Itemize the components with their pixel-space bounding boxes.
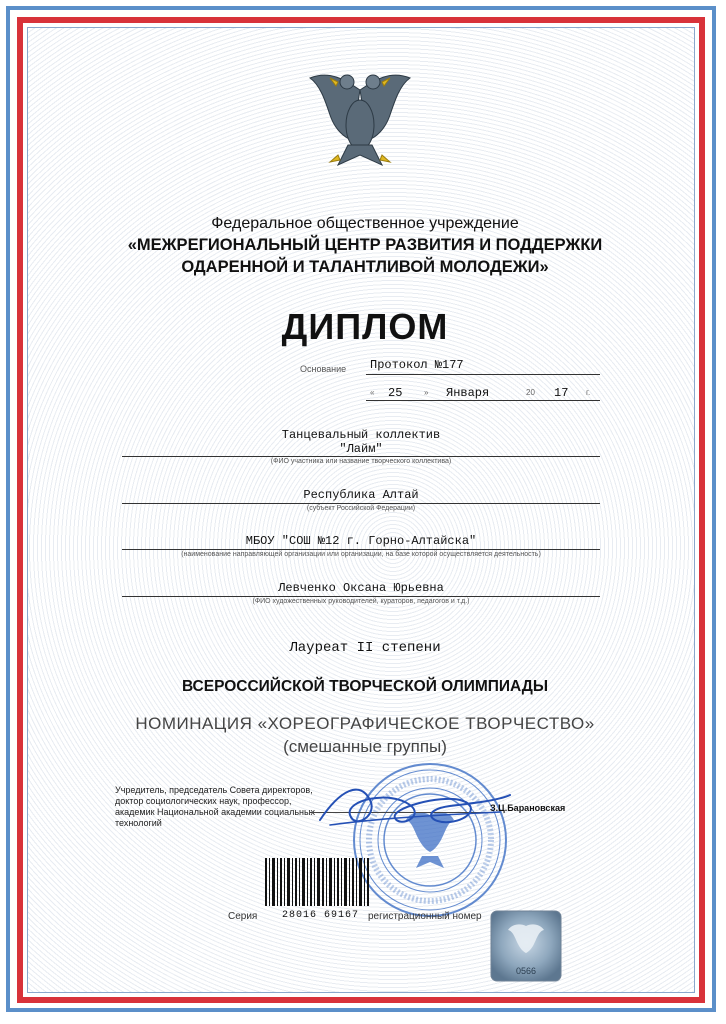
organization-caption: (наименование направляющей организации или организации, на базе которой осуществляется деятельность) xyxy=(181,551,541,558)
series-label: Серия xyxy=(228,911,258,922)
date-open-quote: « xyxy=(370,388,375,397)
participant-line2: "Лайм" xyxy=(339,442,383,456)
basis-label: Основание xyxy=(300,364,347,374)
participant-line1: Танцевальный коллектив xyxy=(281,428,441,442)
signer-name: З.Ц.Барановская xyxy=(490,803,566,813)
supervisor-underline xyxy=(122,596,600,597)
supervisor-value: Левченко Оксана Юрьевна xyxy=(278,581,444,595)
date-row xyxy=(366,382,600,401)
registration-label: регистрационный номер xyxy=(368,911,482,922)
organization-underline xyxy=(122,549,600,550)
basis-value: Протокол №177 xyxy=(366,358,600,375)
org-type: Федеральное общественное учреждение xyxy=(211,215,519,232)
date-month: Января xyxy=(446,386,490,400)
org-name-line1: «МЕЖРЕГИОНАЛЬНЫЙ ЦЕНТР РАЗВИТИЯ И ПОДДЕРЖКИ xyxy=(127,236,603,254)
nomination-line1: НОМИНАЦИЯ «ХОРЕОГРАФИЧЕСКОЕ ТВОРЧЕСТВО» xyxy=(135,714,595,733)
org-name-line2: ОДАРЕННОЙ И ТАЛАНТЛИВОЙ МОЛОДЕЖИ» xyxy=(181,258,549,276)
participant-caption: (ФИО участника или название творческого коллектива) xyxy=(270,458,452,465)
organization-value: МБОУ "СОШ №12 г. Горно-Алтайска" xyxy=(245,534,477,548)
date-year-suffix: 17 xyxy=(554,386,569,400)
barcode-icon xyxy=(265,858,370,906)
region-underline xyxy=(122,503,600,504)
founder-line2: доктор социологических наук, профессор, xyxy=(115,796,292,806)
eagle-emblem-icon xyxy=(300,60,420,175)
olympiad-title: ВСЕРОССИЙСКОЙ ТВОРЧЕСКОЙ ОЛИМПИАДЫ xyxy=(181,678,549,695)
date-day: 25 xyxy=(388,386,403,400)
hologram-number: 0566 xyxy=(515,966,537,976)
date-year-abbr: г. xyxy=(586,388,591,397)
diploma-title: ДИПЛОМ xyxy=(281,306,449,347)
founder-line1: Учредитель, председатель Совета директоров, xyxy=(115,785,313,795)
nomination-line2: (смешанные группы) xyxy=(283,737,447,756)
founder-line3: академик Национальной академии социальных технологий xyxy=(115,807,315,828)
handwritten-signature-icon xyxy=(300,770,520,840)
series-value: 28016 69167 xyxy=(282,910,360,921)
participant-underline xyxy=(122,456,600,457)
region-value: Республика Алтай xyxy=(303,488,419,502)
region-caption: (субъект Российской Федерации) xyxy=(306,505,416,512)
date-close-quote: » xyxy=(424,388,429,397)
hologram-sticker-icon xyxy=(490,910,562,982)
award-level: Лауреат II степени xyxy=(289,640,441,656)
date-year-prefix: 20 xyxy=(526,388,535,397)
supervisor-caption: (ФИО художественных руководителей, кураторов, педагогов и т.д.) xyxy=(252,598,470,605)
